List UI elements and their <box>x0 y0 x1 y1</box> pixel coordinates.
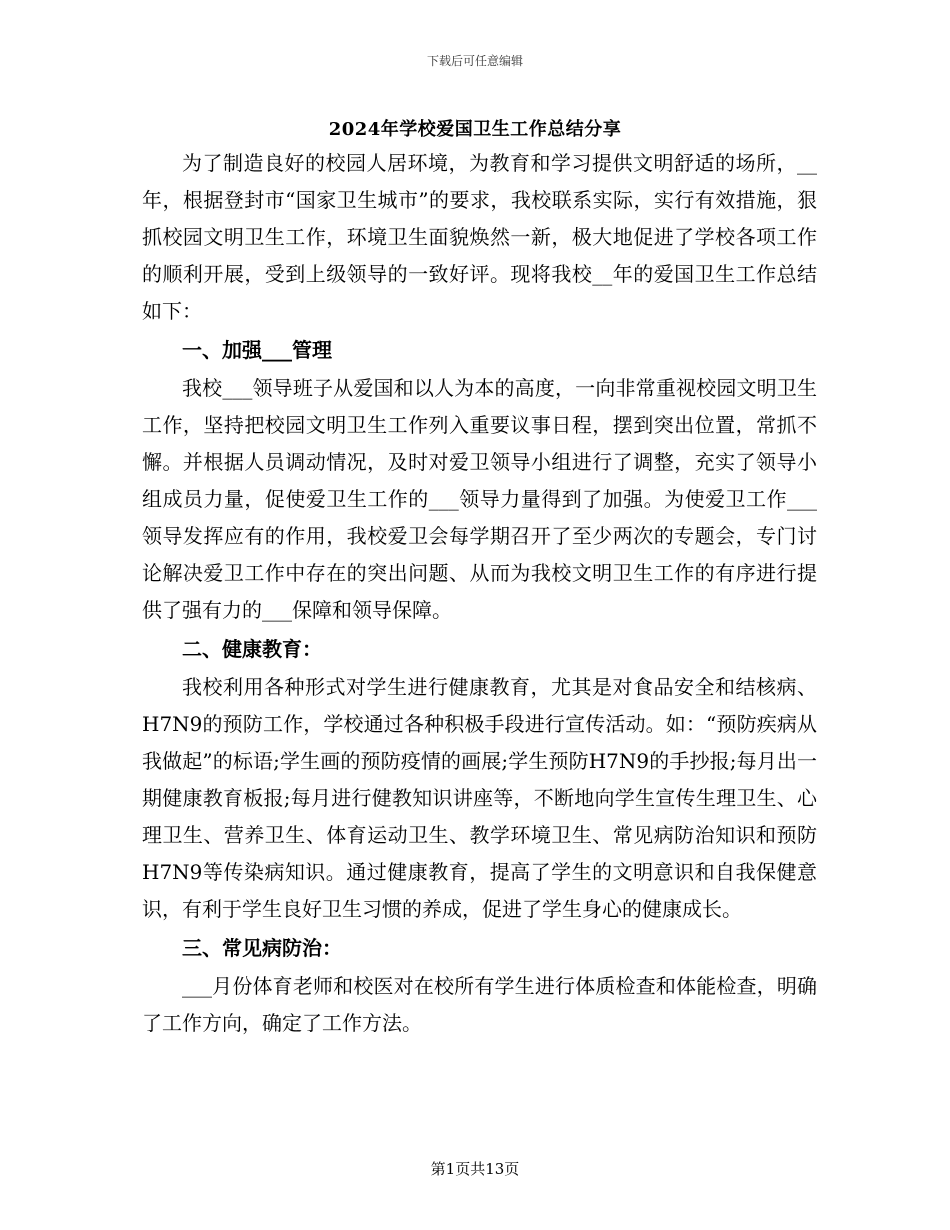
intro-paragraph: 为了制造良好的校园人居环境，为教育和学习提供文明舒适的场所，__年，根据登封市“国家卫生城市”的要求，我校联系实际，实行有效措施，狠抓校园文明卫生工作，环境卫生面貌焕然一新，极大地促进了学校各项工作的顺利开展，受到上级领导的一致好评。现将我校__年的爱国卫生工作总结如下： <box>142 151 817 323</box>
section-body-disease-prevention: ___月份体育老师和校医对在校所有学生进行体质检查和体能检查，明确了工作方向，确定了工作方法。 <box>142 974 817 1035</box>
page-number: 第1页共13页 <box>430 1160 520 1178</box>
section-heading-health-education: 二、健康教育： <box>182 637 322 661</box>
section-heading-disease-prevention: 三、常见病防治： <box>182 936 342 960</box>
document-title: 2024年学校爱国卫生工作总结分享 <box>328 119 622 140</box>
section-heading-management: 一、加强___管理 <box>182 338 332 362</box>
header-note: 下载后可任意编辑 <box>426 54 523 68</box>
section-body-management: 我校___领导班子从爱国和以人为本的高度，一向非常重视校园文明卫生工作，坚持把校园文明卫生工作列入重要议事日程，摆到突出位置，常抓不懈。并根据人员调动情况，及时对爱卫领导小组进行了调整，充实了领导小组成员力量，促使爱卫生工作的___领导力量得到了加强。为使爱卫工作___领导发挥应有的作用，我校爱卫会每学期召开了至少两次的专题会，专门讨论解决爱卫工作中存在的突出问题、从而为我校文明卫生工作的有序进行提供了强有力的___保障和领导保障。 <box>142 376 817 622</box>
document-body <box>142 145 817 1042</box>
section-body-health-education: 我校利用各种形式对学生进行健康教育，尤其是对食品安全和结核病、H7N9的预防工作，学校通过各种积极手段进行宣传活动。如：“预防疾病从我做起”的标语;学生画的预防疫情的画展;学生预防H7N9的手抄报;每月出一期健康教育板报;每月进行健教知识讲座等，不断地向学生宣传生理卫生、心理卫生、营养卫生、体育运动卫生、教学环境卫生、常见病防治知识和预防H7N9等传染病知识。通过健康教育，提高了学生的文明意识和自我保健意识，有利于学生良好卫生习惯的养成，促进了学生身心的健康成长。 <box>142 675 817 921</box>
